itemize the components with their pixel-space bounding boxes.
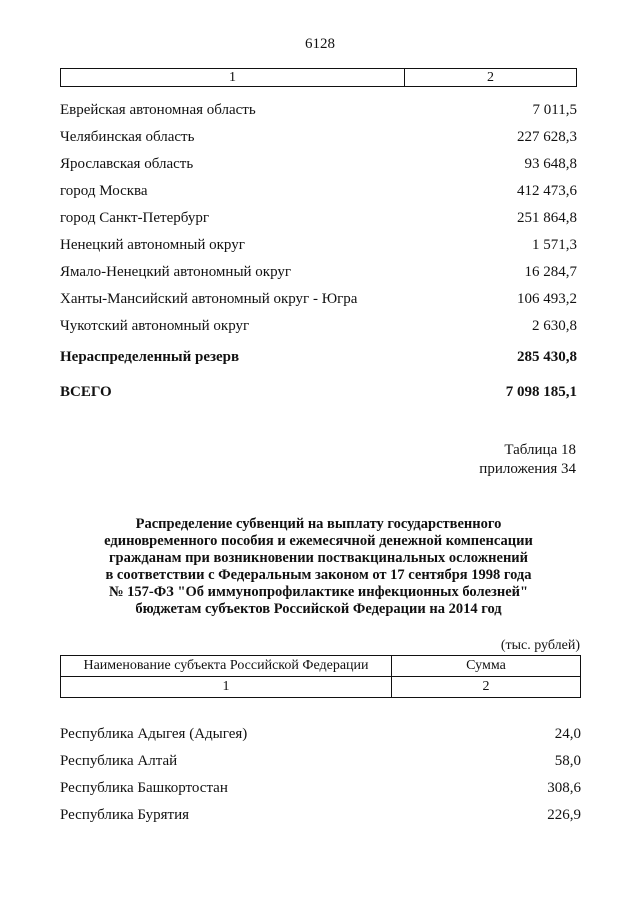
table-row xyxy=(60,803,581,827)
title-line: в соответствии с Федеральным законом от 17 сентября 1998 года xyxy=(105,567,532,583)
appendix-label: приложения 34 xyxy=(479,461,576,477)
unit-label: (тыс. рублей) xyxy=(500,638,580,653)
region-name: Ямало-Ненецкий автономный округ xyxy=(60,264,292,280)
table1-header xyxy=(60,68,577,87)
total-label: ВСЕГО xyxy=(60,384,112,400)
table-row xyxy=(60,126,577,148)
col-number-2: 2 xyxy=(392,677,581,698)
reserve-value: 285 430,8 xyxy=(517,349,577,365)
title-line: № 157-ФЗ "Об иммунопрофилактике инфекционных болезней" xyxy=(108,584,529,600)
table-row xyxy=(60,207,577,229)
region-name: город Санкт-Петербург xyxy=(60,210,209,226)
title-line: Распределение субвенций на выплату государственного xyxy=(135,516,502,532)
reserve-label: Нераспределенный резерв xyxy=(60,349,240,365)
region-value: 24,0 xyxy=(554,726,581,742)
col-number-1: 1 xyxy=(61,677,392,698)
col-header-name: Наименование субъекта Российской Федерации xyxy=(61,656,392,677)
region-name: Республика Башкортостан xyxy=(60,780,228,796)
title-line: бюджетам субъектов Российской Федерации на 2014 год xyxy=(135,601,502,617)
region-value: 1 571,3 xyxy=(532,237,577,253)
table-row xyxy=(60,99,577,121)
table-row xyxy=(60,315,577,337)
table1-header-col1: 1 xyxy=(61,69,405,86)
region-value: 16 284,7 xyxy=(524,264,577,280)
region-name: Ярославская область xyxy=(60,156,194,172)
region-name: Ненецкий автономный округ xyxy=(60,237,245,253)
region-name: город Москва xyxy=(60,183,148,199)
total-row xyxy=(60,381,577,403)
region-name: Еврейская автономная область xyxy=(60,102,256,118)
region-name: Республика Адыгея (Адыгея) xyxy=(60,726,248,742)
col-header-sum: Сумма xyxy=(392,656,581,677)
table-row xyxy=(60,234,577,256)
region-value: 93 648,8 xyxy=(524,156,577,172)
table-row xyxy=(60,776,581,800)
region-name: Чукотский автономный округ xyxy=(60,318,250,334)
region-value: 7 011,5 xyxy=(532,102,577,118)
region-name: Ханты-Мансийский автономный округ - Югра xyxy=(60,291,358,307)
region-value: 2 630,8 xyxy=(532,318,577,334)
region-value: 227 628,3 xyxy=(517,129,577,145)
reserve-row xyxy=(60,346,577,368)
region-value: 226,9 xyxy=(547,807,581,823)
table-row xyxy=(60,722,581,746)
region-value: 251 864,8 xyxy=(517,210,577,226)
table-row xyxy=(60,288,577,310)
table2-title xyxy=(60,516,577,618)
region-value: 308,6 xyxy=(547,780,581,796)
table-row xyxy=(60,261,577,283)
table-row xyxy=(60,180,577,202)
page-number: 6128 xyxy=(305,36,335,52)
region-name: Республика Бурятия xyxy=(60,807,190,823)
total-value: 7 098 185,1 xyxy=(505,384,577,400)
region-name: Челябинская область xyxy=(60,129,195,145)
region-value: 412 473,6 xyxy=(517,183,577,199)
table-row xyxy=(60,153,577,175)
table1-header-col2: 2 xyxy=(487,70,494,85)
table-row xyxy=(60,749,581,773)
table2-header xyxy=(60,655,581,698)
table-number-label: Таблица 18 xyxy=(504,442,576,458)
title-line: единовременного пособия и ежемесячной денежной компенсации xyxy=(104,533,533,549)
region-name: Республика Алтай xyxy=(60,753,178,769)
region-value: 58,0 xyxy=(554,753,581,769)
region-value: 106 493,2 xyxy=(517,291,577,307)
title-line: гражданам при возникновении поствакцинальных осложнений xyxy=(108,550,529,566)
